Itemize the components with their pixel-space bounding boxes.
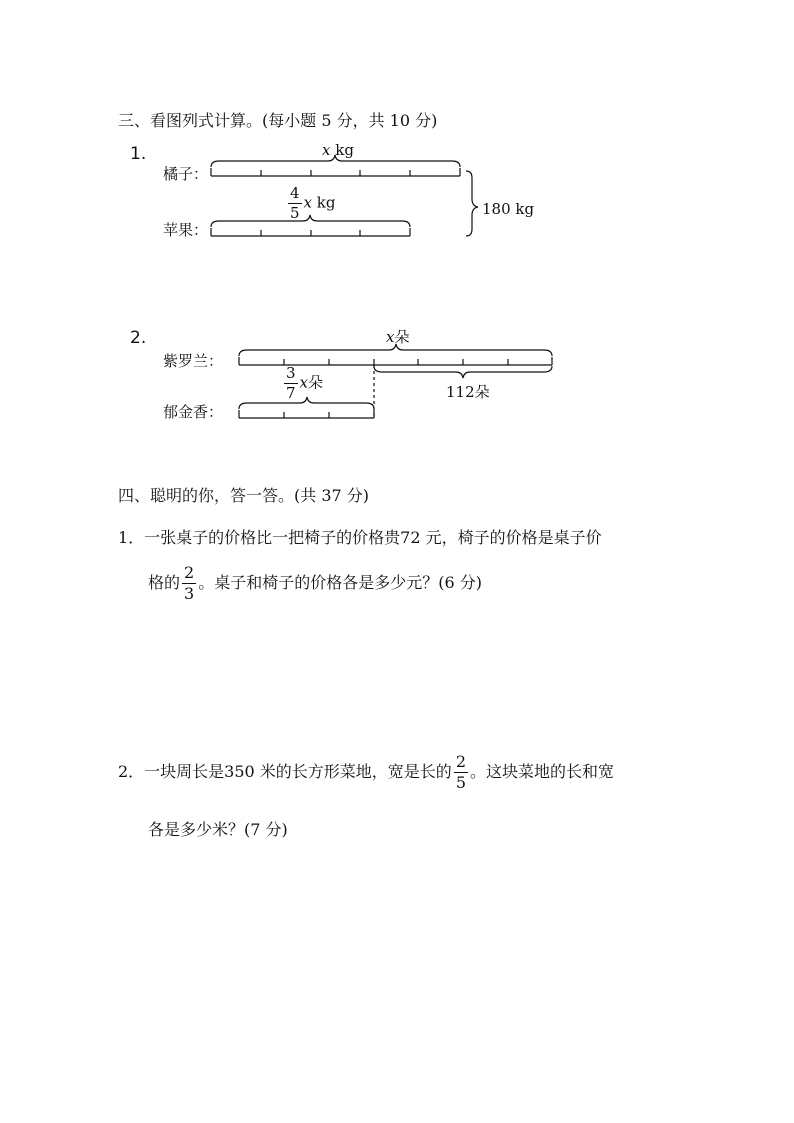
violets-value-var: x — [386, 328, 395, 346]
problem-2-fraction-numerator: 2 — [455, 752, 466, 771]
tulips-value — [282, 366, 323, 401]
problem-1-fraction-denominator: 3 — [184, 584, 195, 603]
problem-2-line-1-pre: 2．一块周长是350 米的长方形菜地，宽是长的 — [118, 762, 452, 781]
apples-label: 苹果： — [163, 221, 209, 239]
apples-bar — [211, 228, 410, 236]
tulips-value-unit: 朵 — [308, 373, 324, 392]
problem-1-line-1: 1．一张桌子的价格比一把椅子的价格贵72 元，椅子的价格是桌子价 — [118, 528, 602, 547]
diagram-1-number: 1. — [130, 144, 147, 164]
oranges-brace — [211, 155, 460, 167]
problem-1-fraction — [182, 565, 196, 602]
tulips-fraction — [284, 366, 298, 401]
oranges-value-unit: kg — [330, 141, 354, 159]
problem-1-line-2-pre: 格的 — [148, 573, 181, 592]
section-3-title: 三、看图列式计算。(每小题 5 分，共 10 分) — [118, 111, 438, 130]
oranges-value-var: x — [322, 141, 331, 159]
problem-2-fraction-denominator: 5 — [455, 773, 466, 792]
problem-2-line-1 — [118, 754, 614, 791]
section-4-title: 四、聪明的你，答一答。(共 37 分) — [118, 486, 370, 505]
tulips-value-var: x — [299, 373, 309, 392]
apples-value-var: x — [303, 193, 313, 212]
problem-2-line-1-post: 。这块菜地的长和宽 — [470, 762, 615, 781]
oranges-label: 橘子： — [163, 165, 209, 183]
tulips-label: 郁金香： — [163, 403, 224, 421]
problem-1-fraction-numerator: 2 — [184, 563, 195, 582]
difference-label: 112朵 — [446, 383, 490, 401]
oranges-bar — [211, 168, 460, 176]
total-brace — [466, 171, 478, 236]
violets-value-unit: 朵 — [394, 328, 410, 346]
apples-fraction-denominator: 5 — [290, 204, 300, 222]
violets-label: 紫罗兰： — [163, 352, 224, 370]
problem-2-line-2: 各是多少米？(7 分) — [148, 820, 288, 839]
tulips-fraction-denominator: 7 — [286, 384, 296, 402]
problem-1-line-2 — [148, 565, 482, 602]
total-weight-label: 180 kg — [482, 200, 535, 218]
tulips-bar — [239, 410, 374, 418]
violets-value — [386, 326, 409, 347]
apples-fraction-numerator: 4 — [290, 184, 300, 202]
tulips-fraction-numerator: 3 — [286, 364, 296, 382]
problem-2-fraction — [454, 754, 468, 791]
difference-brace — [374, 366, 552, 378]
diagram-2-number: 2. — [130, 328, 147, 348]
apples-value-unit: kg — [312, 193, 336, 212]
apples-brace — [211, 215, 410, 227]
problem-1-line-2-post: 。桌子和椅子的价格各是多少元？(6 分) — [198, 573, 482, 592]
